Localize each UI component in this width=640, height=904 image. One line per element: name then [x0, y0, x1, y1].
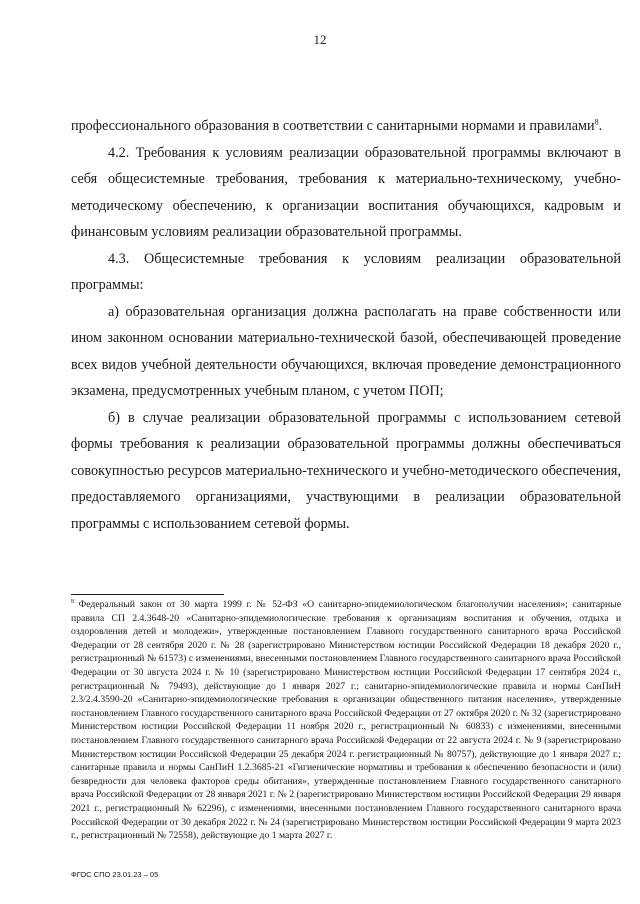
document-code: ФГОС СПО 23.01.23 – 05 — [71, 870, 159, 879]
footnote-reference: 8 — [594, 117, 599, 127]
paragraph-tail: . — [598, 118, 603, 134]
paragraph-4-2: 4.2. Требования к условиям реализации образовательной программы включают в себя общесистемные требования, требования к материально-техническому, учебно-методическому обеспечению, к организации воспитания обучающихся, кадровым и финансовым условиям реализации образовательной программы. — [71, 144, 621, 240]
main-text — [71, 113, 621, 537]
footnote-marker: 8 — [71, 598, 74, 605]
paragraph-item-b: б) в случае реализации образовательной программы с использованием сетевой формы требования к реализации образовательной программы должны обеспечиваться совокупностью ресурсов материально-технического и учебно-методического обеспечения, предоставляемого организациями, участвующими в реализации образовательной программы с использованием сетевой формы. — [71, 409, 621, 532]
footnote-text: Федеральный закон от 30 марта 1999 г. № 52-ФЗ «О санитарно-эпидемиологическом благополучии населения»; санитарные правила СП 2.4.3648-20 «Санитарно-эпидемиологические требования к организациям воспитания и обучения, отдыха и оздоровления детей и молодежи», утвержденные постановлением Главного государственного санитарного врача Российской Федерации от 28 сентября 2020 г. № 28 (зарегистрировано Министерством юстиции Российской Федерации 18 декабря 2020 г., регистрационный № 61573) с изменениями, внесенными постановлением Главного государственного санитарного врача Российской Федерации от 30 августа 2024 г. № 10 (зарегистрировано Министерством юстиции Российской Федерации 17 сентября 2024 г., регистрационный № 79493), действующие до 1 января 2027 г.; санитарно-эпидемиологические правила и нормы СанПиН 2.3/2.4.3590-20 «Санитарно-эпидемиологические требования к организации общественного питания населения», утвержденные постановлением Главного государственного санитарного врача Российской Федерации от 27 октября 2020 г. № 32 (зарегистрировано Министерством юстиции Российской Федерации 11 ноября 2020 г., регистрационный № 60833) с изменениями, внесенными постановлением Главного государственного санитарного врача Российской Федерации от 22 августа 2024 г. № 9 (зарегистрировано Министерством юстиции Российской Федерации 25 декабря 2024 г. регистрационный № 80757), действующие до 1 января 2027 г.; санитарные правила и нормы СанПиН 1.2.3685-21 «Гигиенические нормативы и требования к обеспечению безопасности и (или) безвредности для человека факторов среды обитания», утвержденные постановлением Главного государственного санитарного врача Российской Федерации от 28 января 2021 г. № 2 (зарегистрировано Министерством юстиции Российской Федерации 29 января 2021 г., регистрационный № 62296), с изменениями, внесенными постановлением Главного государственного санитарного врача Российской Федерации от 30 декабря 2022 г. № 24 (зарегистрировано Министерством юстиции Российской Федерации 9 марта 2023 г., регистрационный № 72558), действующие до 1 марта 2027 г. — [71, 599, 621, 842]
page-number: 12 — [313, 32, 327, 47]
paragraph-text: профессионального образования в соответствии с санитарными нормами и правилами — [71, 118, 595, 134]
footnote — [71, 598, 621, 843]
paragraph-4-3: 4.3. Общесистемные требования к условиям реализации образовательной программы: — [71, 250, 621, 293]
paragraph-continuation — [71, 113, 621, 140]
footnote-separator — [71, 594, 224, 595]
paragraph-item-a: а) образовательная организация должна располагать на праве собственности или ином законном основании материально-технической базой, обеспечивающей проведение всех видов учебной деятельности обучающихся, включая проведение демонстрационного экзамена, предусмотренных учебным планом, с учетом ПОП; — [71, 303, 621, 399]
